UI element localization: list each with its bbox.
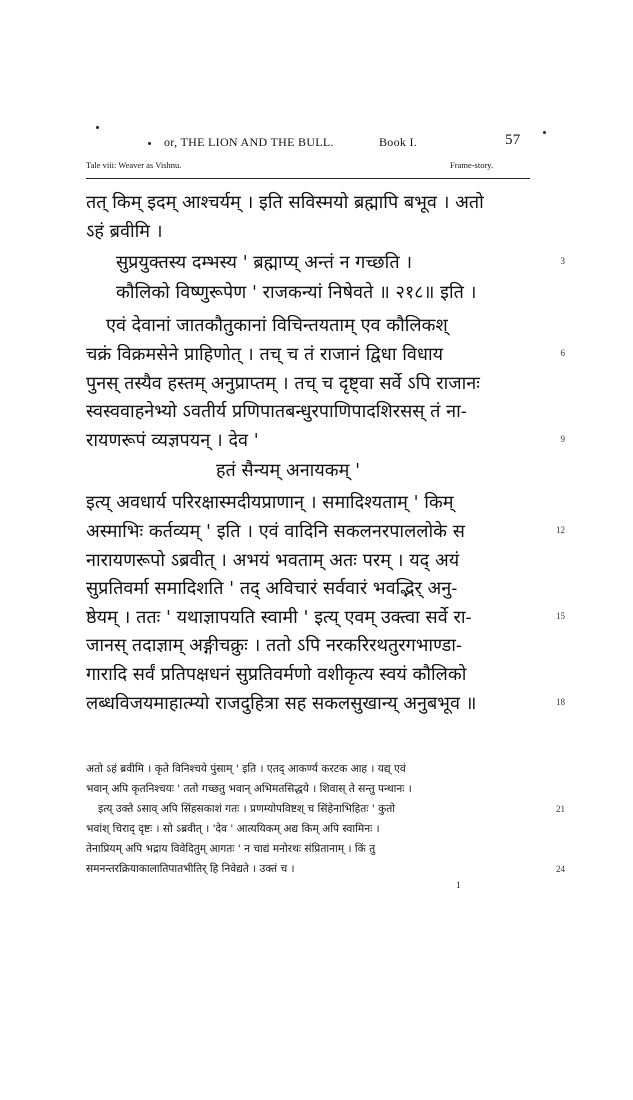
page-signature: 1 <box>456 880 461 890</box>
body-line: ष्ठेयम् । ततः ' यथाज्ञापयति स्वामी ' इत्य् एवम् उक्त्वा सर्वे रा- <box>86 607 472 628</box>
footnote-line: भवांश् चिराद् दृष्टः । सो ऽब्रवीत् । 'देव ' आत्ययिकम् अद्य किम् अपि स्वामिनः । <box>86 823 380 835</box>
body-line: लब्धविजयमाहात्म्यो राजदुहित्रा सह सकलसुखान्य् अनुबभूव ॥ <box>86 693 477 714</box>
body-line: जानस् तदाज्ञाम् अङ्गीचक्रुः । ततो ऽपि नरकरिरथतुरगभाण्डा- <box>86 635 463 656</box>
line-number: 3 <box>560 256 565 266</box>
footnote-line: इत्य् उक्ते ऽसाव् अपि सिंहसकाशं गतः । प्रणम्योपविष्टश् च सिंहेनाभिहितः ' कुतो <box>98 803 396 815</box>
body-line: एवं देवानां जातकौतुकानां विचिन्तयताम् एव कौलिकश् <box>106 315 448 336</box>
body-line: पुनस् तस्यैव हस्तम् अनुप्राप्तम् । तच् च दृष्ट्वा सर्वे ऽपि राजानः <box>86 373 480 394</box>
footnote-line: भवान् अपि कृतनिश्चयः ' ततो गच्छतु भवान् अभिमतसिद्धये । शिवास् ते सन्तु पन्थानः । <box>86 783 412 795</box>
page-number: 57 <box>505 132 521 148</box>
body-line: इत्य् अवधार्य परिरक्षास्मदीयप्राणान् । समादिश्यताम् ' किम् <box>86 492 454 513</box>
footnote-line-number: 21 <box>556 804 565 814</box>
book-label: Book I. <box>379 135 418 149</box>
body-line: चक्रं विक्रमसेने प्राहिणोत् । तच् च तं राजानं द्विधा विधाय <box>86 344 444 365</box>
speck <box>543 131 546 134</box>
footnote-line: समनन्तरक्रियाकालातिपातभीतिर् हि निवेद्यते । उक्तं च । <box>86 863 295 875</box>
body-line: गारादि सर्वं प्रतिपक्षधनं सुप्रतिवर्मणो वशीकृत्य स्वयं कौलिको <box>86 664 467 685</box>
body-line: तत् किम् इदम् आश्चर्यम् । इति सविस्मयो ब्रह्मापि बभूव । अतो <box>86 192 484 213</box>
speck <box>148 142 151 145</box>
footnote-line-number: 24 <box>556 864 565 874</box>
footnote-line: तेनाप्रियम् अपि भद्राय विवेदितुम् आगतः ' न चाद्यं मनोरथः संप्रितानाम् । किं तु <box>86 843 376 855</box>
verse-line: कौलिको विष्णुरूपेण ' राजकन्यां निषेवते ॥ २१८॥ इति । <box>116 282 477 303</box>
verse-line: सुप्रयुक्तस्य दम्भस्य ' ब्रह्माप्य् अन्तं न गच्छति । <box>116 252 413 273</box>
running-title: or, THE LION AND THE BULL. <box>164 135 334 149</box>
body-line: स्वस्ववाहनेभ्यो ऽवतीर्य प्रणिपातबन्धुरपाणिपादशिरसस् तं ना- <box>86 401 467 422</box>
line-number: 9 <box>560 434 565 444</box>
body-line: नारायणरूपो ऽब्रवीत् । अभयं भवताम् अतः परम् । यद् अयं <box>86 550 460 571</box>
body-line: सुप्रतिवर्मा समादिशति ' तद् अविचारं सर्ववारं भवद्भिर् अनु- <box>86 578 458 599</box>
header-rule <box>86 178 530 179</box>
line-number: 18 <box>556 697 565 707</box>
body-line: अस्माभिः कर्तव्यम् ' इति । एवं वादिनि सकलनरपाललोके स <box>86 521 465 542</box>
line-number: 12 <box>556 525 565 535</box>
line-number: 15 <box>556 611 565 621</box>
footnote-line: अतो ऽहं ब्रवीमि । कृते विनिश्चये पुंसाम् ' इति । एतद् आकर्ण्य करटक आह । यद्य् एवं <box>86 763 406 775</box>
speck <box>96 126 99 129</box>
line-number: 6 <box>560 348 565 358</box>
body-line: रायणरूपं व्यज्ञपयन् । देव ' <box>86 430 259 451</box>
verse-line: हतं सैन्यम् अनायकम् ' <box>216 460 361 481</box>
tale-label: Tale viii: Weaver as Vishnu. <box>86 160 182 170</box>
body-line: ऽहं ब्रवीमि । <box>86 221 163 242</box>
frame-label: Frame-story. <box>450 160 494 170</box>
